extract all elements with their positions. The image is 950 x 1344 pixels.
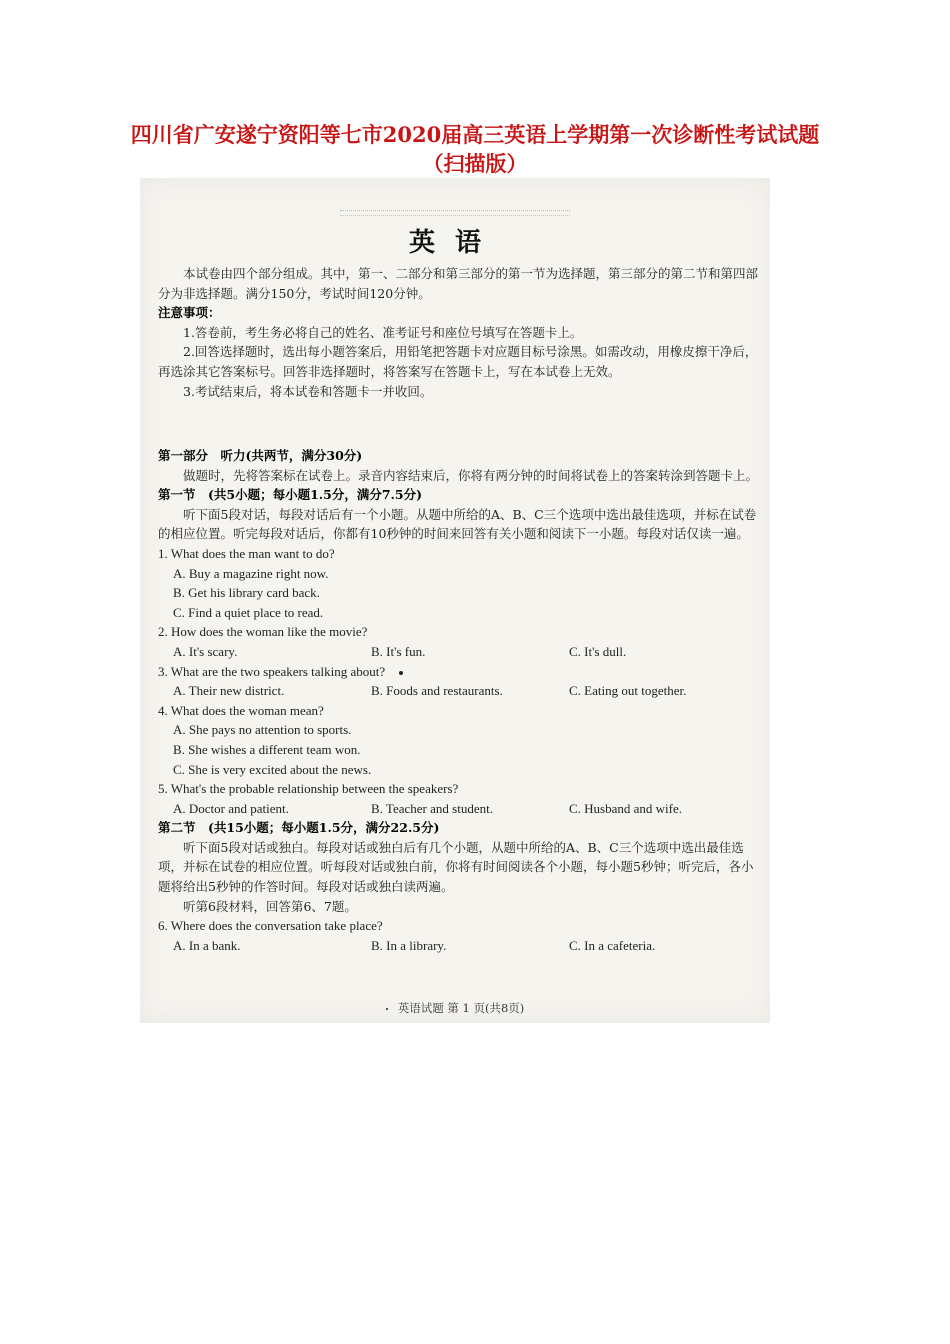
scanned-exam-page (140, 178, 770, 1023)
faint-header-line (340, 210, 570, 216)
section2-instruction: 听下面5段对话或独白。每段对话或独白后有几个小题，从题中所给的A、B、C三个选项中选出最佳选项，并标在试卷的相应位置。听每段对话或独白前，你将有时间阅读各个小题，每小题5秒钟；听完后，各小题将给出5秒钟的作答时间。每段对话或独白读两遍。 (158, 839, 754, 895)
section2-heading: 第二节 (共15小题；每小题1.5分，满分22.5分) (158, 820, 440, 836)
notes-heading: 注意事项： (158, 305, 221, 321)
intro-paragraph: 本试卷由四个部分组成。其中，第一、二部分和第三部分的第一节为选择题，第三部分的第二节和第四部分为非选择题。满分150分，考试时间120分钟。 (158, 266, 759, 301)
question-1-option-a: A. Buy a magazine right now. (173, 565, 329, 581)
note-item: 1.答卷前，考生务必将自己的姓名、准考证号和座位号填写在答题卡上。 (183, 324, 583, 340)
question-4-stem: 4. What does the woman mean? (158, 702, 324, 718)
document-title: 四川省广安遂宁资阳等七市2020届高三英语上学期第一次诊断性考试试题（扫描版） (130, 122, 820, 176)
question-4-option-b: B. She wishes a different team won. (173, 741, 361, 757)
question-3-option-b: B. Foods and restaurants. (371, 683, 503, 699)
question-1-option-b: B. Get his library card back. (173, 585, 320, 601)
subject-heading: 英语 (408, 228, 501, 258)
question-5-option-c: C. Husband and wife. (569, 800, 683, 816)
question-2-stem: 2. How does the woman like the movie? (158, 624, 368, 640)
question-6-stem: 6. Where does the conversation take place? (158, 918, 383, 934)
question-2-option-c: C. It's dull. (569, 643, 627, 659)
material-note: 听第6段材料，回答第6、7题。 (183, 898, 357, 914)
page-footer (140, 1000, 770, 1016)
question-5-option-a: A. Doctor and patient. (173, 800, 289, 816)
section1-heading: 第一节 (共5小题；每小题1.5分，满分7.5分) (158, 487, 423, 503)
scan-speck (386, 1008, 388, 1010)
question-4-option-a: A. She pays no attention to sports. (173, 722, 352, 738)
question-6-option-c: C. In a cafeteria. (569, 937, 656, 953)
question-4-option-c: C. She is very excited about the news. (173, 761, 372, 777)
question-6-option-b: B. In a library. (371, 937, 447, 953)
question-3-row (158, 662, 758, 682)
question-2-option-b: B. It's fun. (371, 643, 426, 659)
scan-speck (399, 671, 403, 675)
question-3-option-c: C. Eating out together. (569, 683, 687, 699)
exam-body (158, 264, 758, 401)
section1-instruction: 听下面5段对话，每段对话后有一个小题。从题中所给的A、B、C三个选项中选出最佳选项，并标在试卷的相应位置。听完每段对话后，你都有10秒钟的时间来回答有关小题和阅读下一小题。每段对话仅读一遍。 (158, 506, 757, 542)
question-6-options (158, 936, 758, 956)
question-1-stem: 1. What does the man want to do? (158, 545, 335, 561)
note-item: 3.考试结束后，将本试卷和答题卡一并收回。 (183, 383, 433, 399)
question-3-options (158, 681, 758, 701)
question-3-option-a: A. Their new district. (173, 683, 285, 699)
question-1-option-c: C. Find a quiet place to read. (173, 604, 324, 620)
footer-text: 英语试题 第 1 页(共8页) (397, 1001, 525, 1015)
question-3-stem: 3. What are the two speakers talking about? (158, 663, 386, 679)
listening-part (158, 446, 758, 955)
note-item: 2.回答选择题时，选出每小题答案后，用铅笔把答题卡对应题目标号涂黑。如需改动，用橡皮擦干净后，再选涂其它答案标号。回答非选择题时，将答案写在答题卡上，写在本试卷上无效。 (158, 344, 758, 379)
part1-heading: 第一部分 听力(共两节，满分30分) (158, 448, 363, 463)
question-5-stem: 5. What's the probable relationship between the speakers? (158, 781, 459, 797)
question-5-options (158, 799, 758, 819)
question-2-options (158, 642, 758, 662)
question-6-option-a: A. In a bank. (173, 937, 241, 953)
part1-instruction: 做题时，先将答案标在试卷上。录音内容结束后，你将有两分钟的时间将试卷上的答案转涂到答题卡上。 (183, 467, 759, 483)
question-5-option-b: B. Teacher and student. (371, 800, 493, 816)
question-2-option-a: A. It's scary. (173, 643, 238, 659)
